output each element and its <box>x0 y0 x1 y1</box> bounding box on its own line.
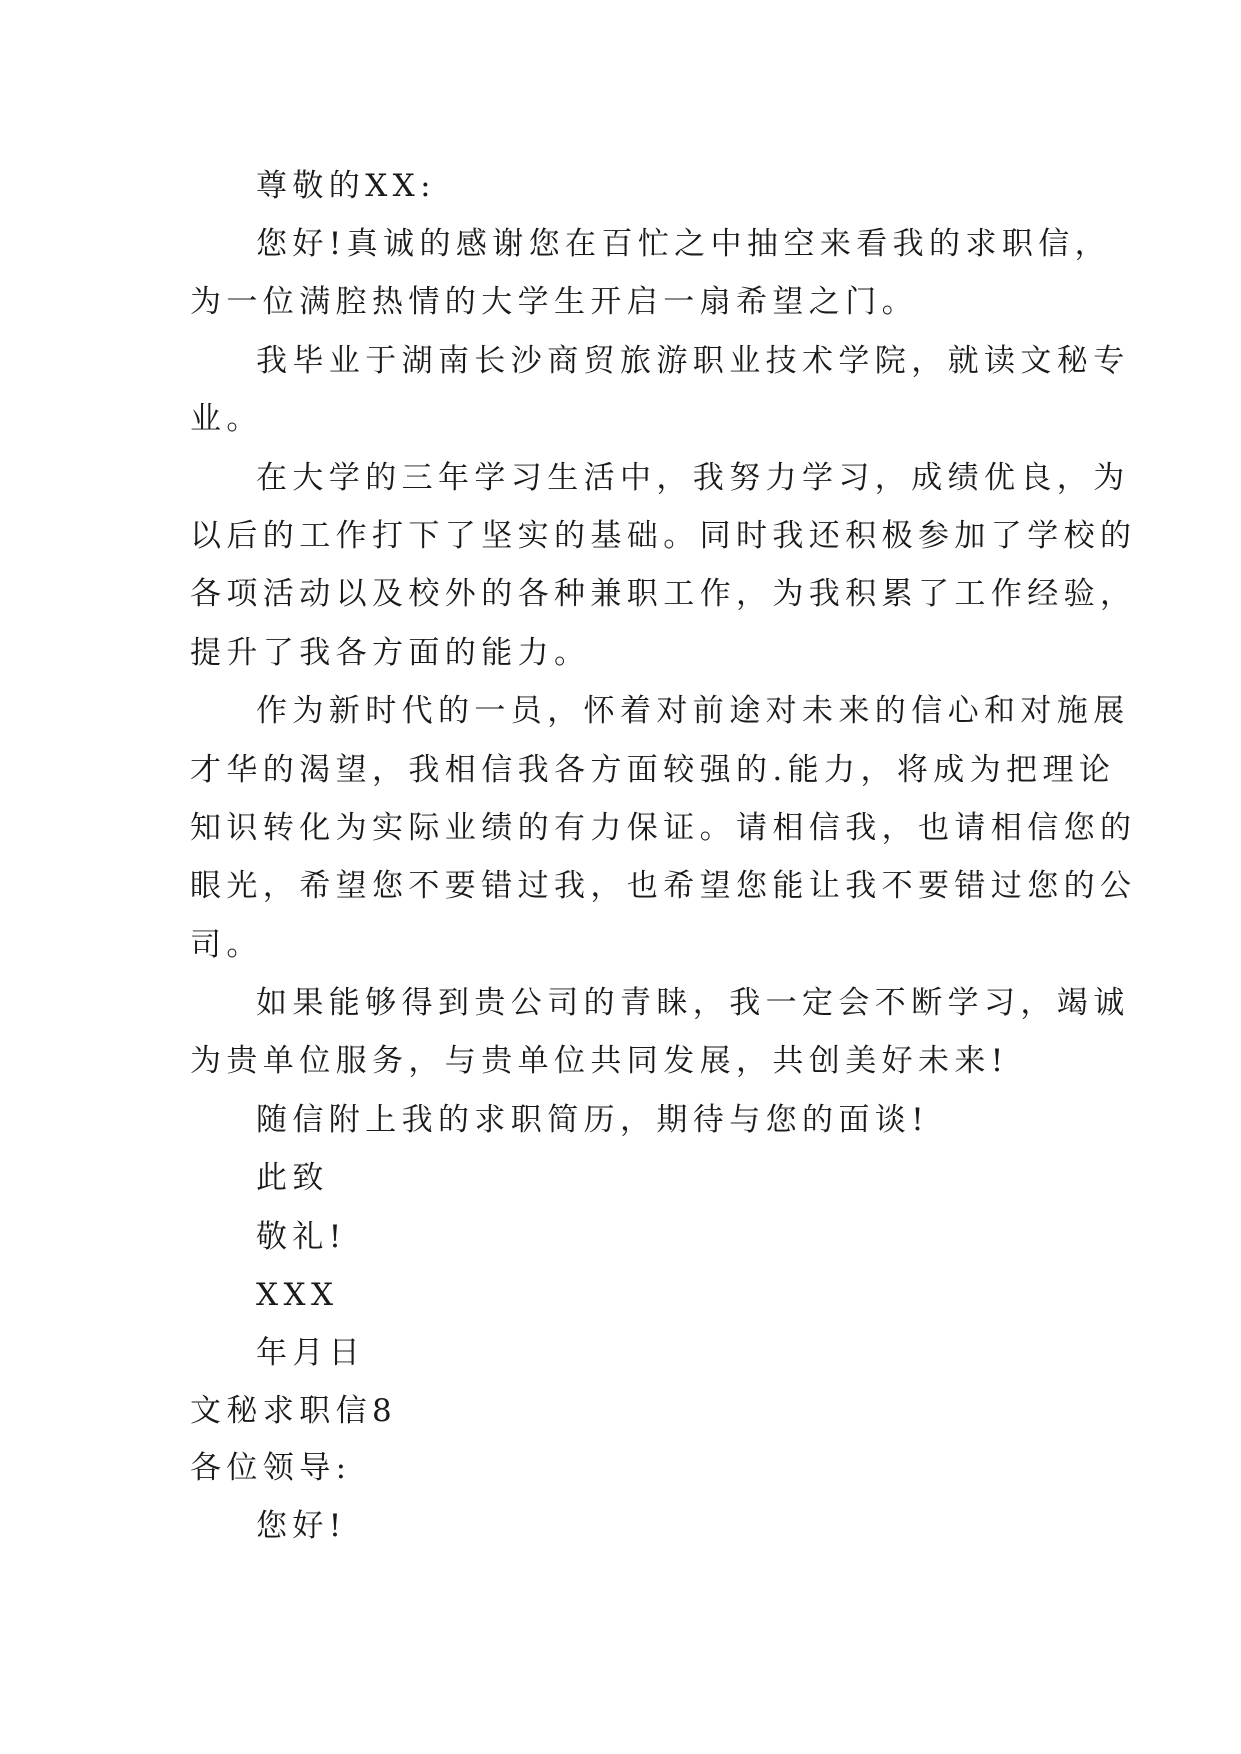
body-line: 业。 <box>190 401 263 437</box>
body-line: 知识转化为实际业绩的有力保证。请相信我，也请相信您的 <box>190 810 1137 846</box>
body-line: 眼光，希望您不要错过我，也希望您能让我不要错过您的公 <box>190 868 1137 904</box>
greeting: 您好! <box>256 1508 347 1544</box>
body-line: 在大学的三年学习生活中，我努力学习，成绩优良，为 <box>256 460 1130 496</box>
body-line: 随信附上我的求职简历，期待与您的面谈! <box>256 1102 930 1138</box>
signature-date: 年月日 <box>256 1335 366 1371</box>
section-title: 文秘求职信8 <box>190 1393 398 1429</box>
closing-line: 此致 <box>256 1160 329 1196</box>
signature-name: XXX <box>256 1277 339 1313</box>
salutation: 各位领导: <box>190 1450 352 1486</box>
body-line: 提升了我各方面的能力。 <box>190 635 591 671</box>
closing-line: 敬礼! <box>256 1219 347 1255</box>
body-line: 以后的工作打下了坚实的基础。同时我还积极参加了学校的 <box>190 518 1137 554</box>
body-line: 各项活动以及校外的各种兼职工作，为我积累了工作经验， <box>190 576 1137 612</box>
body-line: 作为新时代的一员，怀着对前途对未来的信心和对施展 <box>256 693 1130 729</box>
body-line: 司。 <box>190 927 263 963</box>
body-line: 才华的渴望，我相信我各方面较强的.能力，将成为把理论 <box>190 752 1116 788</box>
body-line: 您好!真诚的感谢您在百忙之中抽空来看我的求职信， <box>256 226 1112 262</box>
salutation: 尊敬的XX: <box>256 168 436 204</box>
body-line: 为一位满腔热情的大学生开启一扇希望之门。 <box>190 284 918 320</box>
body-line: 如果能够得到贵公司的青睐，我一定会不断学习，竭诚 <box>256 985 1130 1021</box>
body-line: 我毕业于湖南长沙商贸旅游职业技术学院，就读文秘专 <box>256 343 1130 379</box>
body-line: 为贵单位服务，与贵单位共同发展，共创美好未来! <box>190 1043 1009 1079</box>
